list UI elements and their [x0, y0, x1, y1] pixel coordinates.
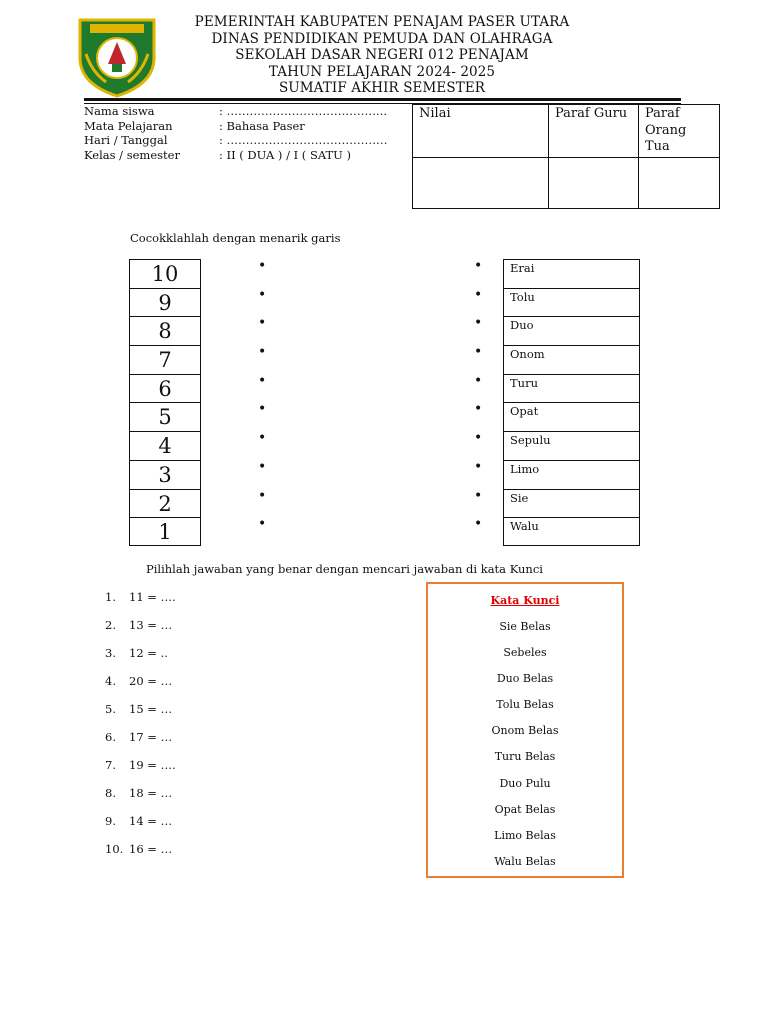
bullet-dot[interactable]: • [474, 401, 483, 418]
question-text[interactable]: 20 = … [129, 674, 173, 688]
question-text[interactable]: 18 = … [129, 786, 173, 800]
bullet-dot[interactable]: • [474, 258, 483, 274]
answer-key-item: Duo Pulu [499, 776, 551, 790]
number-cell: 2 [129, 489, 201, 518]
header-line: PEMERINTAH KABUPATEN PENAJAM PASER UTARA [194, 14, 570, 30]
bullet-dot[interactable]: • [258, 372, 267, 389]
bullet-dot[interactable]: • [258, 458, 267, 475]
matching-instruction: Cocokklahlah dengan menarik garis [130, 231, 341, 245]
number-column [129, 259, 201, 546]
number-cell: 4 [129, 431, 201, 460]
question-item [105, 702, 176, 730]
question-item [105, 786, 176, 814]
number-cell: 1 [129, 517, 201, 546]
word-cell: Duo [503, 316, 640, 345]
question-item [105, 590, 176, 618]
info-row [84, 104, 388, 119]
header-line: TAHUN PELAJARAN 2024- 2025 [268, 63, 496, 80]
header-line: SUMATIF AKHIR SEMESTER [278, 80, 486, 96]
bullet-dot[interactable]: • [258, 401, 267, 418]
number-cell: 6 [129, 374, 201, 403]
answer-key-item: Onom Belas [491, 724, 559, 738]
word-cell: Tolu [503, 288, 640, 317]
answer-key-item: Limo Belas [494, 828, 556, 842]
info-value: : II ( DUA ) / I ( SATU ) [219, 147, 352, 162]
answer-key-item: Opat Belas [494, 802, 556, 816]
regency-emblem-icon [76, 14, 158, 98]
question-item [105, 842, 176, 870]
school-header [180, 14, 584, 97]
paraf-ortu-cell[interactable] [639, 157, 720, 208]
bullet-dot[interactable]: • [258, 286, 267, 303]
info-row [84, 148, 388, 163]
bullet-dot[interactable]: • [258, 315, 267, 332]
info-label: Hari / Tanggal [84, 133, 168, 147]
bullet-dot[interactable]: • [474, 458, 483, 475]
right-bullet-column [474, 259, 488, 546]
info-label: Kelas / semester [84, 147, 180, 162]
question-number: 6. [105, 730, 116, 744]
question-number: 5. [105, 702, 116, 716]
question-item [105, 730, 176, 758]
question-item [105, 814, 176, 842]
word-cell: Erai [503, 259, 640, 288]
question-number: 1. [105, 590, 116, 604]
answer-key-box [426, 582, 624, 878]
question-text[interactable]: 17 = … [129, 730, 173, 744]
bullet-dot[interactable]: • [474, 430, 483, 447]
bullet-dot[interactable]: • [258, 344, 267, 361]
question-number: 7. [105, 758, 116, 772]
word-cell: Turu [503, 374, 640, 403]
question-text[interactable]: 11 = …. [129, 590, 176, 604]
question-number: 9. [105, 814, 116, 828]
question-text[interactable]: 15 = … [129, 702, 173, 716]
info-label: Nama siswa [84, 104, 155, 118]
answer-key-item: Duo Belas [496, 672, 554, 686]
question-number: 10. [105, 842, 124, 856]
question-text[interactable]: 12 = .. [129, 646, 168, 660]
header-line: SEKOLAH DASAR NEGERI 012 PENAJAM [235, 47, 529, 63]
question-number: 4. [105, 674, 116, 688]
bullet-dot[interactable]: • [258, 487, 267, 504]
bullet-dot[interactable]: • [258, 516, 267, 533]
answer-key-item: Walu Belas [494, 854, 556, 868]
word-cell: Opat [503, 402, 640, 431]
number-cell: 7 [129, 345, 201, 374]
number-cell: 10 [129, 259, 201, 288]
question-item [105, 758, 176, 786]
info-label: Mata Pelajaran [84, 118, 173, 133]
bullet-dot[interactable]: • [474, 516, 483, 533]
word-column [503, 259, 640, 546]
bullet-dot[interactable]: • [258, 430, 267, 447]
word-cell: Sie [503, 489, 640, 518]
bullet-dot[interactable]: • [474, 372, 483, 389]
bullet-dot[interactable]: • [474, 344, 483, 361]
question-number: 2. [105, 618, 116, 632]
bullet-dot[interactable]: • [474, 286, 483, 303]
header-divider-thick [84, 98, 681, 101]
bullet-dot[interactable]: • [474, 487, 483, 504]
paraf-ortu-header: Paraf Orang Tua [639, 105, 720, 158]
bullet-dot[interactable]: • [474, 315, 483, 332]
answer-key-item: Tolu Belas [496, 698, 554, 712]
nilai-header: Nilai [413, 105, 549, 158]
number-cell: 3 [129, 460, 201, 489]
info-value: : Bahasa Paser [219, 118, 305, 133]
question-text[interactable]: 14 = … [129, 814, 173, 828]
answer-key-item: Sie Belas [499, 620, 551, 633]
question-text[interactable]: 16 = … [129, 842, 173, 856]
question-text[interactable]: 19 = …. [129, 758, 176, 772]
answer-key-item: Sebeles [503, 646, 547, 660]
score-table [412, 104, 720, 209]
number-cell: 5 [129, 402, 201, 431]
choice-instruction: Pilihlah jawaban yang benar dengan mencari jawaban di kata Kunci [146, 562, 543, 576]
question-item [105, 674, 176, 702]
header-line: DINAS PENDIDIKAN PEMUDA DAN OLAHRAGA [211, 30, 553, 47]
info-value[interactable]: : …………………………………... [219, 104, 387, 118]
nilai-cell[interactable] [413, 157, 549, 208]
question-text[interactable]: 13 = … [129, 618, 173, 632]
left-bullet-column [258, 259, 272, 546]
word-cell: Sepulu [503, 431, 640, 460]
word-cell: Walu [503, 517, 640, 546]
answer-key-item: Turu Belas [494, 750, 556, 764]
number-cell: 8 [129, 316, 201, 345]
question-number: 3. [105, 646, 116, 660]
info-row [84, 133, 388, 148]
word-cell: Onom [503, 345, 640, 374]
info-value[interactable]: : …………………………………… [219, 133, 388, 147]
question-item [105, 618, 176, 646]
paraf-guru-header: Paraf Guru [549, 105, 639, 158]
question-item [105, 646, 176, 674]
info-row [84, 119, 388, 134]
paraf-guru-cell[interactable] [549, 157, 639, 208]
word-cell: Limo [503, 460, 640, 489]
student-info [84, 104, 388, 162]
regency-logo [76, 14, 158, 98]
question-list [105, 590, 176, 870]
bullet-dot[interactable]: • [258, 258, 267, 274]
number-cell: 9 [129, 288, 201, 317]
answer-key-title: Kata Kunci [490, 594, 560, 607]
question-number: 8. [105, 786, 116, 800]
